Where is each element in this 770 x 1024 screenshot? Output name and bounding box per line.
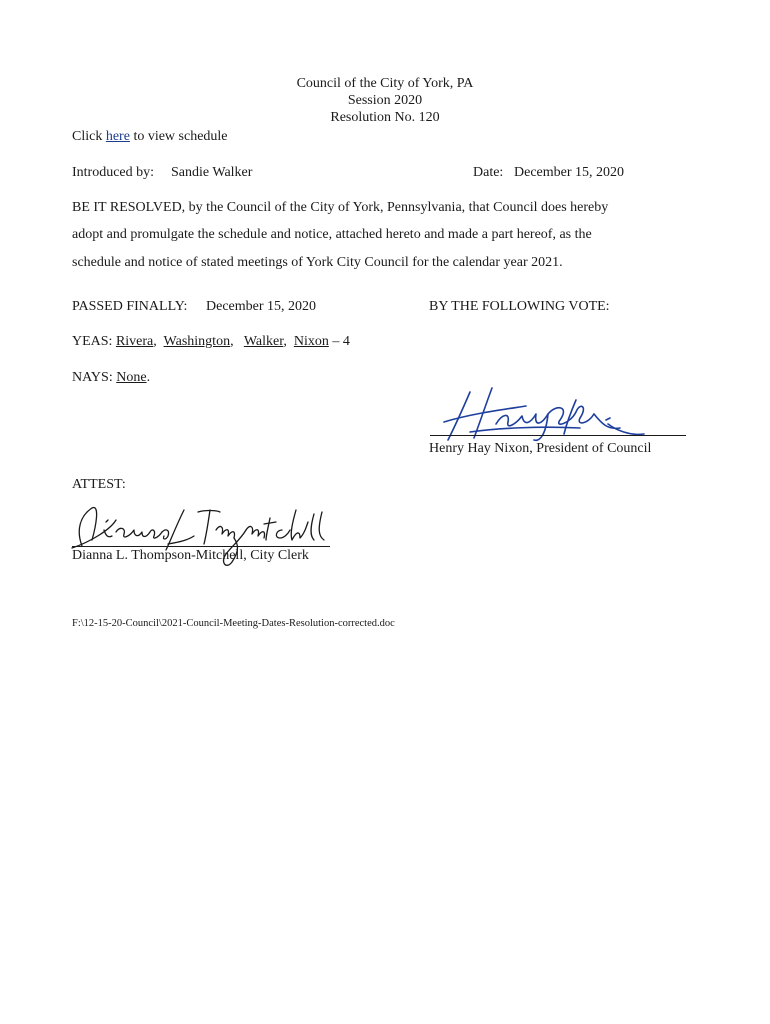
session-heading: Session 2020	[347, 93, 423, 108]
yea-name: Nixon	[293, 334, 329, 349]
yea-name: Washington	[163, 334, 231, 349]
schedule-link-suffix: to view schedule	[129, 129, 228, 144]
vote-heading: BY THE FOLLOWING VOTE:	[429, 299, 610, 314]
resolution-body-line-3: schedule and notice of stated meetings of York City Council for the calendar year 2021.	[72, 255, 563, 270]
president-signature-line	[430, 435, 686, 436]
passed-finally-date: December 15, 2020	[206, 299, 317, 314]
council-heading: Council of the City of York, PA	[296, 76, 474, 91]
yeas-line: YEAS: Rivera, Washington, Walker, Nixon – 4	[72, 334, 350, 349]
yeas-label: YEAS:	[72, 334, 113, 349]
yeas-count: – 4	[332, 334, 350, 349]
schedule-link[interactable]: here	[105, 129, 130, 144]
attest-label: ATTEST:	[72, 477, 126, 492]
president-name-title: Henry Hay Nixon, President of Council	[429, 441, 652, 456]
schedule-link-prefix: Click	[72, 129, 106, 144]
passed-finally-label: PASSED FINALLY:	[72, 299, 188, 314]
clerk-name-title: Dianna L. Thompson-Mitchell, City Clerk	[72, 548, 309, 563]
nays-value: None	[116, 370, 147, 385]
introduced-by-label: Introduced by:	[72, 165, 155, 180]
yea-name: Rivera	[115, 334, 154, 349]
nays-line: NAYS: None.	[72, 370, 151, 385]
nays-label: NAYS:	[72, 370, 113, 385]
date-value: December 15, 2020	[514, 165, 625, 180]
clerk-signature-line	[72, 546, 330, 547]
yea-name: Walker	[243, 334, 284, 349]
document-file-path: F:\12-15-20-Council\2021-Council-Meeting-Dates-Resolution-corrected.doc	[72, 618, 395, 629]
resolution-body-line-2: adopt and promulgate the schedule and notice, attached hereto and made a part hereof, as the	[72, 227, 592, 242]
date-label: Date:	[473, 165, 504, 180]
resolution-body-line-1: BE IT RESOLVED, by the Council of the City of York, Pennsylvania, that Council does hereby	[72, 200, 609, 215]
resolution-number: Resolution No. 120	[330, 110, 440, 125]
schedule-link-line	[72, 129, 228, 145]
introduced-by-name: Sandie Walker	[171, 165, 253, 180]
